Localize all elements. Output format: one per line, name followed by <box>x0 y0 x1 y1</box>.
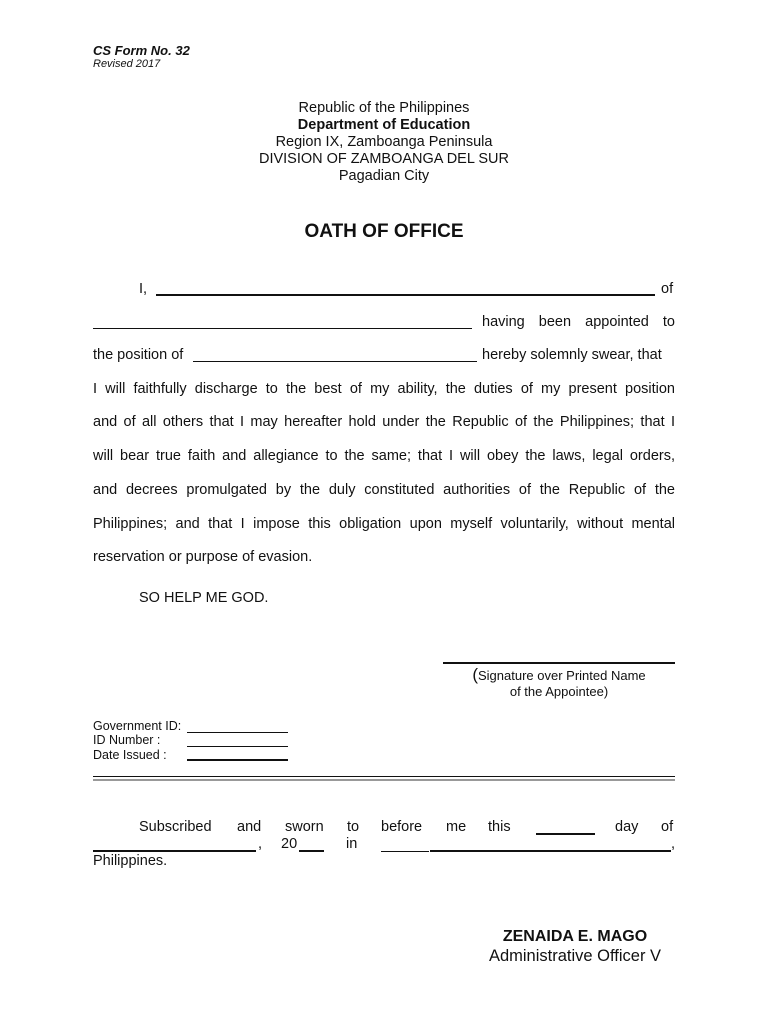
header-city: Pagadian City <box>338 168 430 184</box>
form-revision: Revised 2017 <box>93 58 161 70</box>
date-issued-blank <box>187 759 288 761</box>
document-title: OATH OF OFFICE <box>304 221 464 242</box>
signature-label-line1: Signature over Printed Name <box>478 668 646 683</box>
oath-text-line-5: and of all others that I may hereafter hold under the Republic of the Philippines; that I <box>93 414 675 430</box>
oath-text-line-6: will bear true faith and allegiance to the same; that I will obey the laws, legal orders, <box>93 448 675 464</box>
oath-i-label: I, <box>139 281 148 297</box>
oath-appointed-text: having been appointed to <box>482 314 675 330</box>
jurat-philippines: Philippines. <box>93 853 168 869</box>
jurat-word-in: in <box>346 836 358 852</box>
place-blank-line <box>430 850 671 852</box>
officer-position: Administrative Officer V <box>488 947 662 965</box>
jurat-comma-2: , <box>671 836 676 852</box>
year-blank-line <box>299 850 324 852</box>
place-blank-line-short <box>381 851 429 852</box>
jurat-comma-1: , <box>258 836 263 852</box>
jurat-word-subscribed: Subscribed <box>139 819 212 835</box>
signature-label-line2: of the Appointee) <box>509 684 609 699</box>
jurat-year-prefix: 20 <box>281 836 298 852</box>
header-department: Department of Education <box>297 117 471 133</box>
form-number: CS Form No. 32 <box>93 43 190 58</box>
month-blank-line <box>93 850 256 852</box>
jurat-word-this: this <box>488 819 511 835</box>
day-blank-line <box>536 833 595 835</box>
jurat-word-me: me <box>446 819 467 835</box>
header-division: DIVISION OF ZAMBOANGA DEL SUR <box>258 151 510 167</box>
jurat-word-day: day <box>615 819 639 835</box>
position-blank-line <box>193 361 477 362</box>
oath-swear-text: hereby solemnly swear, that <box>482 347 662 363</box>
oath-text-line-7: and decrees promulgated by the duly constituted authorities of the Republic of the <box>93 482 675 498</box>
officer-name: ZENAIDA E. MAGO <box>502 928 648 945</box>
signature-line <box>443 662 675 664</box>
section-separator <box>93 776 675 777</box>
oath-of-label: of <box>661 281 674 297</box>
oath-text-line-8: Philippines; and that I impose this obligation upon myself voluntarily, without mental <box>93 516 675 532</box>
header-republic: Republic of the Philippines <box>298 100 470 116</box>
officer-block <box>470 928 680 966</box>
jurat-word-to: to <box>347 819 360 835</box>
id-number-label: ID Number : <box>93 733 161 747</box>
jurat-word-of: of <box>661 819 674 835</box>
office-blank-line <box>93 328 472 329</box>
gov-id-label: Government ID: <box>93 719 182 733</box>
gov-id-blank <box>187 732 288 733</box>
oath-text-line-4: I will faithfully discharge to the best of my ability, the duties of my present position <box>93 381 675 397</box>
id-number-blank <box>187 746 288 747</box>
jurat-word-before: before <box>381 819 423 835</box>
section-separator-shadow <box>93 779 675 781</box>
oath-text-line-9: reservation or purpose of evasion. <box>93 549 313 565</box>
oath-position-label: the position of <box>93 347 184 363</box>
signature-label <box>443 667 675 700</box>
date-issued-label: Date Issued : <box>93 748 167 762</box>
signature-paren: ( <box>472 665 478 684</box>
oath-closing: SO HELP ME GOD. <box>139 590 269 606</box>
jurat-word-sworn: sworn <box>285 819 324 835</box>
name-blank-line <box>156 294 655 296</box>
header-region: Region IX, Zamboanga Peninsula <box>275 134 493 150</box>
jurat-word-and: and <box>237 819 262 835</box>
document-header <box>0 100 768 185</box>
